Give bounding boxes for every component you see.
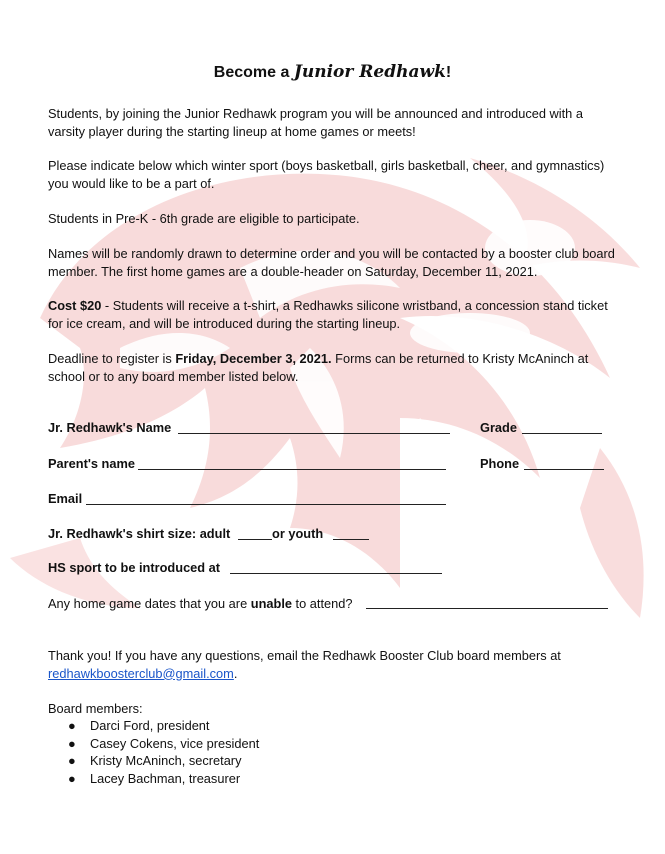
- list-item: ● Darci Ford, president: [68, 718, 210, 733]
- shirt-adult-field[interactable]: [238, 539, 272, 540]
- parent-name-field[interactable]: [138, 469, 446, 470]
- intro-paragraph: Students, by joining the Junior Redhawk program you will be announced and introduced with a varsity player during the starting lineup at home games or meets!: [48, 106, 583, 139]
- list-item: ● Kristy McAninch, secretary: [68, 753, 242, 768]
- board-heading: Board members:: [48, 701, 143, 716]
- phone-label: Phone: [480, 456, 520, 471]
- cost-paragraph: Cost $20 - Students will receive a t-shirt, a Redhawks silicone wristband, a concession stand ticket for ice cream, and will be introduced during the starting lineup.: [48, 298, 608, 331]
- email-field[interactable]: [86, 504, 446, 505]
- bullet-icon: ●: [68, 718, 76, 733]
- email-label: Email: [48, 491, 83, 506]
- grade-field[interactable]: [522, 433, 602, 434]
- phone-field[interactable]: [524, 469, 604, 470]
- hs-sport-label: HS sport to be introduced at: [48, 560, 221, 575]
- thanks-paragraph: Thank you! If you have any questions, email the Redhawk Booster Club board members at redhawkboosterclub@gmail.com.: [48, 648, 561, 681]
- board-members-list: [48, 717, 259, 787]
- page-title: Become a Junior Redhawk!: [213, 62, 452, 82]
- grade-label: Grade: [480, 420, 517, 435]
- bullet-icon: ●: [68, 753, 76, 768]
- unable-dates-label: Any home game dates that you are unable to attend?: [48, 596, 353, 611]
- eligibility-paragraph: Students in Pre-K - 6th grade are eligible to participate.: [48, 211, 360, 226]
- bullet-icon: ●: [68, 735, 76, 751]
- jr-name-field[interactable]: [178, 433, 450, 434]
- unable-dates-field[interactable]: [366, 608, 608, 609]
- hs-sport-field[interactable]: [230, 573, 442, 574]
- sport-paragraph: Please indicate below which winter sport (boys basketball, girls basketball, cheer, and gymnastics) you would like to be a part of.: [48, 158, 605, 191]
- draw-paragraph: Names will be randomly drawn to determine order and you will be contacted by a booster club board member. The first home games are a double-header on Saturday, December 11, 2021.: [48, 246, 615, 279]
- shirt-size-label: Jr. Redhawk's shirt size: adult: [48, 526, 231, 541]
- title-script: Junior Redhawk: [293, 62, 446, 82]
- cost-label: Cost $20: [48, 298, 102, 313]
- shirt-youth-label: or youth: [272, 526, 324, 541]
- shirt-youth-field[interactable]: [333, 539, 369, 540]
- bullet-icon: ●: [68, 770, 76, 786]
- parent-name-label: Parent's name: [48, 456, 135, 471]
- list-item: ● Lacey Bachman, treasurer: [68, 770, 241, 786]
- deadline-date: Friday, December 3, 2021.: [175, 351, 332, 366]
- jr-name-label: Jr. Redhawk's Name: [48, 420, 172, 435]
- deadline-paragraph: Deadline to register is Friday, December 3, 2021. Forms can be returned to Kristy McAninch at school or to any board member listed below.: [48, 351, 589, 384]
- list-item: ● Casey Cokens, vice president: [68, 735, 260, 751]
- booster-email-link[interactable]: redhawkboosterclub@gmail.com: [48, 665, 234, 681]
